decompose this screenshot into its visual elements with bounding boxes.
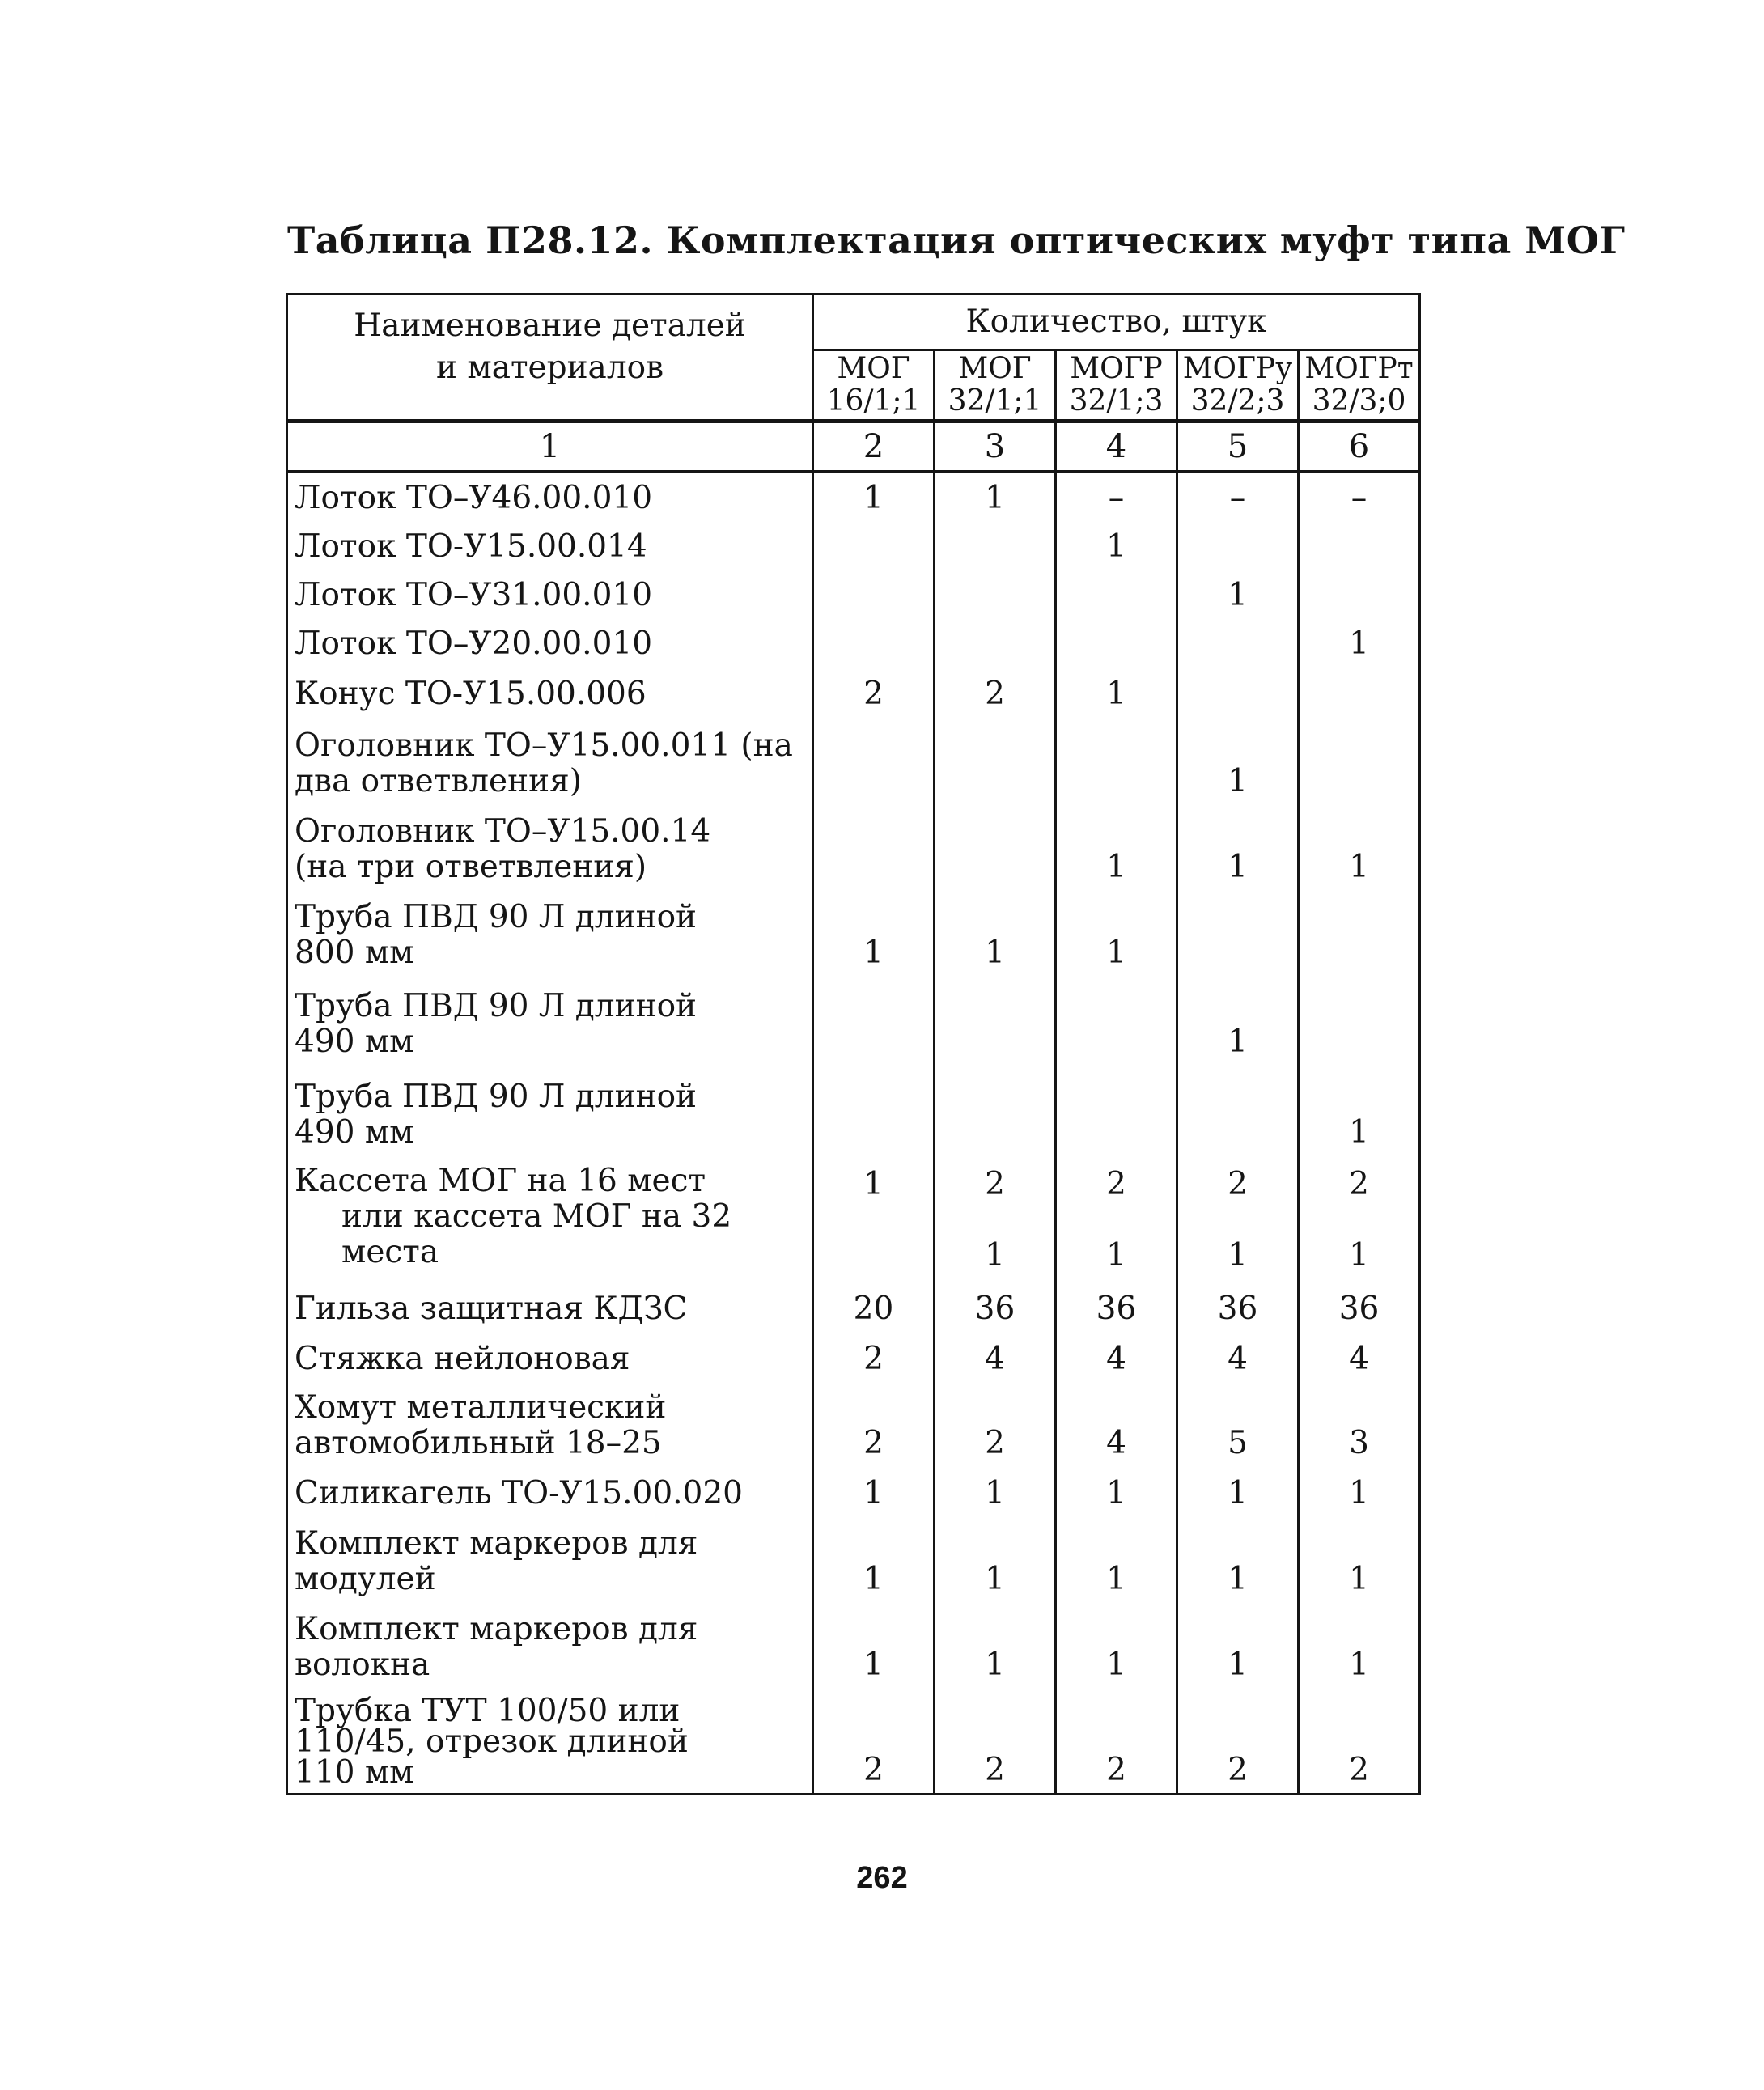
item-name: Лоток ТО-У15.00.014 — [287, 521, 813, 570]
table-row — [287, 1602, 1420, 1688]
qty-cell: 2 — [813, 1688, 935, 1795]
qty-cell: 1 — [1177, 1466, 1299, 1516]
qty-cell — [1177, 1065, 1299, 1155]
table-row — [287, 1382, 1420, 1466]
table-row — [287, 1282, 1420, 1332]
qty-cell — [813, 1065, 935, 1155]
item-name: Оголовник ТО–У15.00.14 (на три ответвления) — [287, 804, 813, 890]
qty-cell: 2 1 — [1056, 1155, 1177, 1282]
qty-cell: 36 — [1177, 1282, 1299, 1332]
qty-cell: 36 — [1056, 1282, 1177, 1332]
qty-cell — [813, 521, 935, 570]
qty-cell: 1 — [1299, 1516, 1420, 1602]
table-row — [287, 890, 1420, 976]
qty-cell: 2 — [1177, 1688, 1299, 1795]
qty-cell — [813, 618, 935, 667]
item-name: Оголовник ТО–У15.00.011 (на два ответвления) — [287, 717, 813, 804]
column-number: 5 — [1177, 422, 1299, 472]
qty-cell — [1056, 618, 1177, 667]
qty-cell — [813, 717, 935, 804]
item-name: Комплект маркеров для модулей — [287, 1516, 813, 1602]
item-name: Лоток ТО–У46.00.010 — [287, 472, 813, 522]
item-name: Труба ПВД 90 Л длиной 490 мм — [287, 1065, 813, 1155]
item-name: Труба ПВД 90 Л длиной 490 мм — [287, 976, 813, 1065]
qty-cell: 1 — [813, 1602, 935, 1688]
column-number: 6 — [1299, 422, 1420, 472]
column-header: МОГРу 32/2;3 — [1177, 350, 1299, 422]
qty-cell: 1 — [813, 1466, 935, 1516]
item-name: Конус ТО-У15.00.006 — [287, 667, 813, 717]
qty-cell — [1177, 521, 1299, 570]
qty-cell: 5 — [1177, 1382, 1299, 1466]
column-number: 1 — [287, 422, 813, 472]
column-header: МОГ 32/1;1 — [935, 350, 1056, 422]
qty-cell — [1299, 667, 1420, 717]
table-row — [287, 1065, 1420, 1155]
qty-cell: 2 — [1056, 1688, 1177, 1795]
qty-cell — [813, 804, 935, 890]
qty-cell: – — [1299, 472, 1420, 522]
qty-cell: 1 — [813, 1155, 935, 1282]
qty-cell: 1 — [1177, 976, 1299, 1065]
qty-cell — [1299, 521, 1420, 570]
name-header — [287, 295, 813, 422]
qty-cell: 1 — [935, 472, 1056, 522]
qty-cell: 2 — [813, 667, 935, 717]
item-name: Лоток ТО–У31.00.010 — [287, 570, 813, 618]
qty-cell — [935, 618, 1056, 667]
table-row — [287, 1516, 1420, 1602]
qty-cell: 1 — [1299, 1466, 1420, 1516]
table-row — [287, 667, 1420, 717]
table-row — [287, 521, 1420, 570]
qty-cell: 1 — [1056, 521, 1177, 570]
quantity-header: Количество, штук — [813, 295, 1420, 350]
qty-cell: 2 — [1299, 1688, 1420, 1795]
qty-cell: 1 — [1056, 1516, 1177, 1602]
table-row — [287, 1688, 1420, 1795]
qty-cell — [1056, 570, 1177, 618]
item-name: Силикагель ТО-У15.00.020 — [287, 1466, 813, 1516]
column-number: 3 — [935, 422, 1056, 472]
column-number: 2 — [813, 422, 935, 472]
qty-cell: 2 1 — [1177, 1155, 1299, 1282]
qty-cell — [935, 804, 1056, 890]
qty-cell: 1 — [1299, 1065, 1420, 1155]
qty-cell — [1177, 618, 1299, 667]
qty-cell — [935, 1065, 1056, 1155]
qty-cell: 1 — [1056, 804, 1177, 890]
page-number: 262 — [856, 1861, 908, 1895]
spec-table — [286, 293, 1421, 1795]
qty-cell: 1 — [1299, 804, 1420, 890]
qty-cell: 1 — [935, 1516, 1056, 1602]
qty-cell: 4 — [1056, 1382, 1177, 1466]
qty-cell: 1 — [1177, 804, 1299, 890]
qty-cell: 2 1 — [1299, 1155, 1420, 1282]
qty-cell: 4 — [935, 1332, 1056, 1382]
qty-cell: 36 — [935, 1282, 1056, 1332]
qty-cell: 1 — [813, 890, 935, 976]
qty-cell: 2 — [935, 1382, 1056, 1466]
qty-cell: 1 — [1056, 667, 1177, 717]
qty-cell: – — [1056, 472, 1177, 522]
table-row — [287, 1155, 1420, 1282]
qty-cell — [1177, 890, 1299, 976]
qty-cell: 2 — [813, 1332, 935, 1382]
qty-cell: 4 — [1299, 1332, 1420, 1382]
qty-cell: 1 — [935, 1602, 1056, 1688]
qty-cell — [1299, 717, 1420, 804]
qty-cell — [1056, 717, 1177, 804]
table-row — [287, 804, 1420, 890]
qty-cell: 1 — [813, 1516, 935, 1602]
qty-cell: 1 — [1177, 570, 1299, 618]
qty-cell: 4 — [1177, 1332, 1299, 1382]
column-header: МОГРт 32/3;0 — [1299, 350, 1420, 422]
item-name: Трубка ТУТ 100/50 или 110/45, отрезок длиной 110 мм — [287, 1688, 813, 1795]
item-name: Лоток ТО–У20.00.010 — [287, 618, 813, 667]
qty-cell — [935, 570, 1056, 618]
qty-cell — [1299, 890, 1420, 976]
table-row — [287, 717, 1420, 804]
table-row — [287, 976, 1420, 1065]
qty-cell: 1 — [1299, 1602, 1420, 1688]
item-name: Кассета МОГ на 16 мест или кассета МОГ на 32 места — [287, 1155, 813, 1282]
qty-cell: 1 — [1299, 618, 1420, 667]
qty-cell: 1 — [813, 472, 935, 522]
qty-cell — [813, 570, 935, 618]
table-row — [287, 472, 1420, 522]
column-number: 4 — [1056, 422, 1177, 472]
qty-cell — [1299, 570, 1420, 618]
column-header: МОГР 32/1;3 — [1056, 350, 1177, 422]
qty-cell: 2 1 — [935, 1155, 1056, 1282]
qty-cell: 1 — [935, 890, 1056, 976]
qty-cell: 1 — [1056, 1466, 1177, 1516]
name-header-line1: Наименование деталей — [354, 307, 746, 344]
qty-cell — [1056, 976, 1177, 1065]
table-row — [287, 1332, 1420, 1382]
table-row — [287, 1466, 1420, 1516]
qty-cell — [935, 521, 1056, 570]
qty-cell — [813, 976, 935, 1065]
item-name: Комплект маркеров для волокна — [287, 1602, 813, 1688]
qty-cell: 1 — [935, 1466, 1056, 1516]
qty-cell — [935, 976, 1056, 1065]
qty-cell — [1177, 667, 1299, 717]
qty-cell: 1 — [1056, 890, 1177, 976]
qty-cell: 4 — [1056, 1332, 1177, 1382]
qty-cell: 1 — [1177, 1602, 1299, 1688]
name-header-line2: и материалов — [435, 350, 664, 386]
qty-cell: 3 — [1299, 1382, 1420, 1466]
qty-cell: 36 — [1299, 1282, 1420, 1332]
qty-cell: 2 — [935, 667, 1056, 717]
qty-cell — [935, 717, 1056, 804]
qty-cell: 1 — [1056, 1602, 1177, 1688]
qty-cell: 20 — [813, 1282, 935, 1332]
qty-cell: – — [1177, 472, 1299, 522]
item-name: Труба ПВД 90 Л длиной 800 мм — [287, 890, 813, 976]
item-name: Хомут металлический автомобильный 18–25 — [287, 1382, 813, 1466]
table-row — [287, 570, 1420, 618]
qty-cell — [1056, 1065, 1177, 1155]
qty-cell: 1 — [1177, 717, 1299, 804]
item-name: Стяжка нейлоновая — [287, 1332, 813, 1382]
qty-cell: 2 — [935, 1688, 1056, 1795]
qty-cell — [1299, 976, 1420, 1065]
item-name: Гильза защитная КДЗС — [287, 1282, 813, 1332]
table-title: Таблица П28.12. Комплектация оптических муфт типа МОГ — [287, 218, 1626, 262]
qty-cell: 1 — [1177, 1516, 1299, 1602]
table-row — [287, 618, 1420, 667]
column-number-row — [287, 422, 1420, 472]
column-header: МОГ 16/1;1 — [813, 350, 935, 422]
qty-cell: 2 — [813, 1382, 935, 1466]
